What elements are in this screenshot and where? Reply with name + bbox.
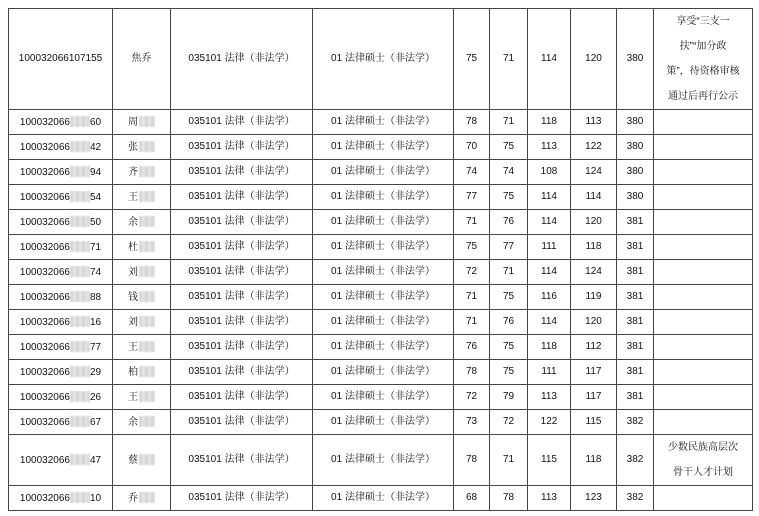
direction-cell: 01 法律硕士（非法学）: [313, 335, 454, 360]
direction-cell: 01 法律硕士（非法学）: [313, 385, 454, 410]
score-cell: 76: [490, 210, 528, 235]
table-row: [9, 210, 753, 235]
score-cell: 71: [490, 110, 528, 135]
candidate-id-start: 100032066: [19, 454, 70, 466]
direction-cell: 01 法律硕士（非法学）: [313, 160, 454, 185]
candidate-id-cell: [9, 410, 113, 435]
score-cell: 75: [454, 235, 490, 260]
candidate-name-cell: [113, 335, 171, 360]
direction-cell: 01 法律硕士（非法学）: [313, 310, 454, 335]
redaction-blur: [70, 141, 90, 152]
major-cell: 035101 法律（非法学）: [171, 310, 313, 335]
redaction-blur: [139, 216, 155, 227]
major-cell: 035101 法律（非法学）: [171, 135, 313, 160]
score-cell: 75: [490, 285, 528, 310]
candidate-name-cell: [113, 310, 171, 335]
score-cell: 123: [571, 486, 617, 511]
score-cell: 118: [528, 110, 571, 135]
candidate-name: 余: [128, 416, 138, 428]
score-cell: 114: [571, 185, 617, 210]
candidate-id-cell: [9, 235, 113, 260]
score-cell: 78: [490, 486, 528, 511]
major-cell: 035101 法律（非法学）: [171, 210, 313, 235]
candidate-id-end: 29: [89, 366, 102, 378]
score-cell: 70: [454, 135, 490, 160]
total-score-cell: 381: [617, 235, 654, 260]
candidate-id-cell: [9, 9, 113, 110]
score-cell: 75: [490, 135, 528, 160]
candidate-name-cell: [113, 235, 171, 260]
redaction-blur: [70, 391, 90, 402]
score-cell: 122: [528, 410, 571, 435]
candidate-name-cell: [113, 486, 171, 511]
candidate-name-cell: [113, 285, 171, 310]
candidate-id-start: 100032066107155: [18, 53, 103, 64]
direction-cell: 01 法律硕士（非法学）: [313, 260, 454, 285]
major-cell: 035101 法律（非法学）: [171, 9, 313, 110]
redaction-blur: [139, 341, 155, 352]
total-score-cell: 380: [617, 160, 654, 185]
candidate-name-cell: [113, 435, 171, 486]
redaction-blur: [139, 366, 155, 377]
redaction-blur: [139, 416, 155, 427]
remark-cell: [654, 260, 753, 285]
candidate-name: 刘: [128, 266, 138, 278]
direction-cell: 01 法律硕士（非法学）: [313, 185, 454, 210]
candidate-id-end: 16: [89, 316, 102, 328]
total-score-cell: 381: [617, 260, 654, 285]
direction-cell: 01 法律硕士（非法学）: [313, 135, 454, 160]
candidate-id-start: 100032066: [19, 241, 70, 253]
candidate-name: 余: [128, 216, 138, 228]
total-score-cell: 382: [617, 486, 654, 511]
score-cell: 120: [571, 9, 617, 110]
redaction-blur: [139, 454, 155, 465]
candidate-id-start: 100032066: [19, 492, 70, 504]
major-cell: 035101 法律（非法学）: [171, 235, 313, 260]
score-cell: 71: [490, 435, 528, 486]
major-cell: 035101 法律（非法学）: [171, 185, 313, 210]
candidate-name: 张: [128, 141, 138, 153]
score-table: [8, 8, 753, 511]
score-cell: 124: [571, 160, 617, 185]
score-cell: 75: [454, 9, 490, 110]
score-cell: 114: [528, 260, 571, 285]
candidate-id-cell: [9, 260, 113, 285]
candidate-name-cell: [113, 360, 171, 385]
candidate-name: 齐: [128, 166, 138, 178]
score-cell: 71: [454, 310, 490, 335]
candidate-id-end: 77: [89, 341, 102, 353]
remark-cell: [654, 160, 753, 185]
table-row: [9, 285, 753, 310]
remark-cell: [654, 210, 753, 235]
candidate-id-end: 26: [89, 391, 102, 403]
score-cell: 78: [454, 110, 490, 135]
table-row: [9, 435, 753, 486]
score-cell: 119: [571, 285, 617, 310]
candidate-id-start: 100032066: [19, 391, 70, 403]
score-cell: 71: [454, 285, 490, 310]
score-cell: 74: [454, 160, 490, 185]
candidate-name: 王: [128, 341, 138, 353]
remark-cell: [654, 135, 753, 160]
candidate-name: 乔: [128, 492, 138, 504]
candidate-name: 王: [128, 191, 138, 203]
score-cell: 120: [571, 310, 617, 335]
score-cell: 117: [571, 385, 617, 410]
table-row: [9, 335, 753, 360]
score-cell: 113: [571, 110, 617, 135]
score-cell: 75: [490, 185, 528, 210]
major-cell: 035101 法律（非法学）: [171, 486, 313, 511]
candidate-id-start: 100032066: [19, 141, 70, 153]
candidate-name: 杜: [128, 241, 138, 253]
score-cell: 76: [454, 335, 490, 360]
redaction-blur: [70, 191, 90, 202]
score-cell: 113: [528, 135, 571, 160]
redaction-blur: [139, 492, 155, 503]
table-row: [9, 310, 753, 335]
candidate-name-cell: [113, 410, 171, 435]
score-cell: 72: [454, 385, 490, 410]
major-cell: 035101 法律（非法学）: [171, 285, 313, 310]
candidate-id-cell: [9, 110, 113, 135]
redaction-blur: [70, 341, 90, 352]
remark-cell: [654, 360, 753, 385]
candidate-id-cell: [9, 285, 113, 310]
candidate-name: 刘: [128, 316, 138, 328]
redaction-blur: [139, 241, 155, 252]
score-cell: 108: [528, 160, 571, 185]
major-cell: 035101 法律（非法学）: [171, 110, 313, 135]
candidate-id-start: 100032066: [19, 341, 70, 353]
remark-cell: [654, 385, 753, 410]
redaction-blur: [70, 266, 90, 277]
total-score-cell: 381: [617, 360, 654, 385]
candidate-name-cell: [113, 110, 171, 135]
score-cell: 115: [571, 410, 617, 435]
candidate-id-start: 100032066: [19, 416, 70, 428]
candidate-id-cell: [9, 335, 113, 360]
candidate-id-start: 100032066: [19, 116, 70, 128]
redaction-blur: [70, 492, 90, 503]
candidate-id-end: 71: [89, 241, 102, 253]
candidate-name-cell: [113, 385, 171, 410]
candidate-id-cell: [9, 310, 113, 335]
candidate-id-start: 100032066: [19, 266, 70, 278]
score-cell: 118: [528, 335, 571, 360]
remark-cell: [654, 285, 753, 310]
major-cell: 035101 法律（非法学）: [171, 360, 313, 385]
redaction-blur: [70, 216, 90, 227]
table-row: [9, 135, 753, 160]
score-cell: 114: [528, 9, 571, 110]
total-score-cell: 380: [617, 135, 654, 160]
total-score-cell: 380: [617, 9, 654, 110]
score-cell: 77: [490, 235, 528, 260]
score-cell: 71: [490, 9, 528, 110]
score-cell: 77: [454, 185, 490, 210]
table-row: [9, 235, 753, 260]
candidate-name-cell: [113, 185, 171, 210]
candidate-id-start: 100032066: [19, 166, 70, 178]
redaction-blur: [70, 241, 90, 252]
score-cell: 111: [528, 235, 571, 260]
redaction-blur: [70, 416, 90, 427]
redaction-blur: [139, 141, 155, 152]
candidate-id-cell: [9, 486, 113, 511]
candidate-id-start: 100032066: [19, 316, 70, 328]
score-cell: 112: [571, 335, 617, 360]
score-cell: 115: [528, 435, 571, 486]
score-cell: 111: [528, 360, 571, 385]
score-cell: 124: [571, 260, 617, 285]
candidate-id-end: 10: [89, 492, 102, 504]
total-score-cell: 380: [617, 110, 654, 135]
remark-cell: [654, 410, 753, 435]
score-cell: 117: [571, 360, 617, 385]
redaction-blur: [139, 166, 155, 177]
direction-cell: 01 法律硕士（非法学）: [313, 435, 454, 486]
remark-cell: [654, 435, 753, 486]
remark-line: 策”，待资格审核: [666, 66, 740, 77]
total-score-cell: 380: [617, 185, 654, 210]
candidate-id-cell: [9, 185, 113, 210]
major-cell: 035101 法律（非法学）: [171, 260, 313, 285]
total-score-cell: 381: [617, 210, 654, 235]
candidate-id-end: 42: [89, 141, 102, 153]
table-row: [9, 9, 753, 110]
score-cell: 116: [528, 285, 571, 310]
redaction-blur: [70, 316, 90, 327]
redaction-blur: [139, 116, 155, 127]
candidate-id-end: 47: [89, 454, 102, 466]
remark-cell: [654, 310, 753, 335]
redaction-blur: [70, 366, 90, 377]
score-cell: 72: [454, 260, 490, 285]
table-row: [9, 486, 753, 511]
score-cell: 118: [571, 435, 617, 486]
candidate-name-cell: [113, 210, 171, 235]
table-row: [9, 110, 753, 135]
table-row: [9, 410, 753, 435]
score-cell: 75: [490, 335, 528, 360]
score-cell: 113: [528, 486, 571, 511]
candidate-id-cell: [9, 385, 113, 410]
major-cell: 035101 法律（非法学）: [171, 410, 313, 435]
score-cell: 68: [454, 486, 490, 511]
candidate-id-cell: [9, 160, 113, 185]
redaction-blur: [139, 316, 155, 327]
candidate-id-end: 50: [89, 216, 102, 228]
score-cell: 71: [454, 210, 490, 235]
major-cell: 035101 法律（非法学）: [171, 335, 313, 360]
score-cell: 122: [571, 135, 617, 160]
remark-cell: [654, 486, 753, 511]
table-row: [9, 185, 753, 210]
score-cell: 113: [528, 385, 571, 410]
total-score-cell: 381: [617, 285, 654, 310]
candidate-name: 柏: [128, 366, 138, 378]
score-cell: 114: [528, 185, 571, 210]
major-cell: 035101 法律（非法学）: [171, 385, 313, 410]
candidate-id-end: 88: [89, 291, 102, 303]
major-cell: 035101 法律（非法学）: [171, 160, 313, 185]
major-cell: 035101 法律（非法学）: [171, 435, 313, 486]
score-cell: 114: [528, 310, 571, 335]
score-cell: 114: [528, 210, 571, 235]
candidate-name-cell: [113, 135, 171, 160]
remark-line: 扶”“加分政: [679, 41, 727, 52]
candidate-name: 蔡: [128, 454, 138, 466]
candidate-id-start: 100032066: [19, 291, 70, 303]
table-row: [9, 260, 753, 285]
redaction-blur: [70, 291, 90, 302]
score-cell: 71: [490, 260, 528, 285]
redaction-blur: [70, 116, 90, 127]
direction-cell: 01 法律硕士（非法学）: [313, 235, 454, 260]
candidate-id-end: 67: [89, 416, 102, 428]
candidate-name-cell: [113, 160, 171, 185]
redaction-blur: [139, 391, 155, 402]
candidate-name: 周: [128, 116, 138, 128]
direction-cell: 01 法律硕士（非法学）: [313, 9, 454, 110]
candidate-id-end: 74: [89, 266, 102, 278]
candidate-id-end: 94: [89, 166, 102, 178]
remark-cell: [654, 235, 753, 260]
remark-line: 享受“三支一: [676, 16, 730, 27]
score-cell: 79: [490, 385, 528, 410]
score-cell: 74: [490, 160, 528, 185]
redaction-blur: [139, 191, 155, 202]
candidate-id-cell: [9, 360, 113, 385]
total-score-cell: 382: [617, 410, 654, 435]
candidate-name: 钱: [128, 291, 138, 303]
score-cell: 72: [490, 410, 528, 435]
direction-cell: 01 法律硕士（非法学）: [313, 360, 454, 385]
remark-line: 通过后再行公示: [668, 91, 738, 102]
table-body: [9, 9, 753, 511]
direction-cell: 01 法律硕士（非法学）: [313, 210, 454, 235]
candidate-id-start: 100032066: [19, 216, 70, 228]
redaction-blur: [139, 291, 155, 302]
total-score-cell: 382: [617, 435, 654, 486]
candidate-id-end: 60: [89, 116, 102, 128]
remark-cell: [654, 335, 753, 360]
direction-cell: 01 法律硕士（非法学）: [313, 110, 454, 135]
candidate-name-cell: [113, 260, 171, 285]
total-score-cell: 381: [617, 310, 654, 335]
remark-line: 骨干人才计划: [673, 467, 733, 478]
direction-cell: 01 法律硕士（非法学）: [313, 285, 454, 310]
remark-cell: [654, 185, 753, 210]
total-score-cell: 381: [617, 335, 654, 360]
score-cell: 118: [571, 235, 617, 260]
candidate-name-cell: [113, 9, 171, 110]
redaction-blur: [70, 454, 90, 465]
table-row: [9, 385, 753, 410]
candidate-name: 焦乔: [131, 53, 152, 64]
score-cell: 78: [454, 360, 490, 385]
score-cell: 78: [454, 435, 490, 486]
candidate-id-start: 100032066: [19, 366, 70, 378]
score-cell: 75: [490, 360, 528, 385]
direction-cell: 01 法律硕士（非法学）: [313, 486, 454, 511]
candidate-id-end: 54: [89, 191, 102, 203]
score-cell: 120: [571, 210, 617, 235]
redaction-blur: [139, 266, 155, 277]
candidate-id-cell: [9, 210, 113, 235]
remark-cell: [654, 9, 753, 110]
candidate-id-cell: [9, 135, 113, 160]
table-row: [9, 360, 753, 385]
direction-cell: 01 法律硕士（非法学）: [313, 410, 454, 435]
total-score-cell: 381: [617, 385, 654, 410]
remark-line: 少数民族高层次: [668, 442, 738, 453]
redaction-blur: [70, 166, 90, 177]
score-cell: 76: [490, 310, 528, 335]
table-row: [9, 160, 753, 185]
candidate-name: 王: [128, 391, 138, 403]
candidate-id-start: 100032066: [19, 191, 70, 203]
remark-cell: [654, 110, 753, 135]
score-cell: 73: [454, 410, 490, 435]
candidate-id-cell: [9, 435, 113, 486]
